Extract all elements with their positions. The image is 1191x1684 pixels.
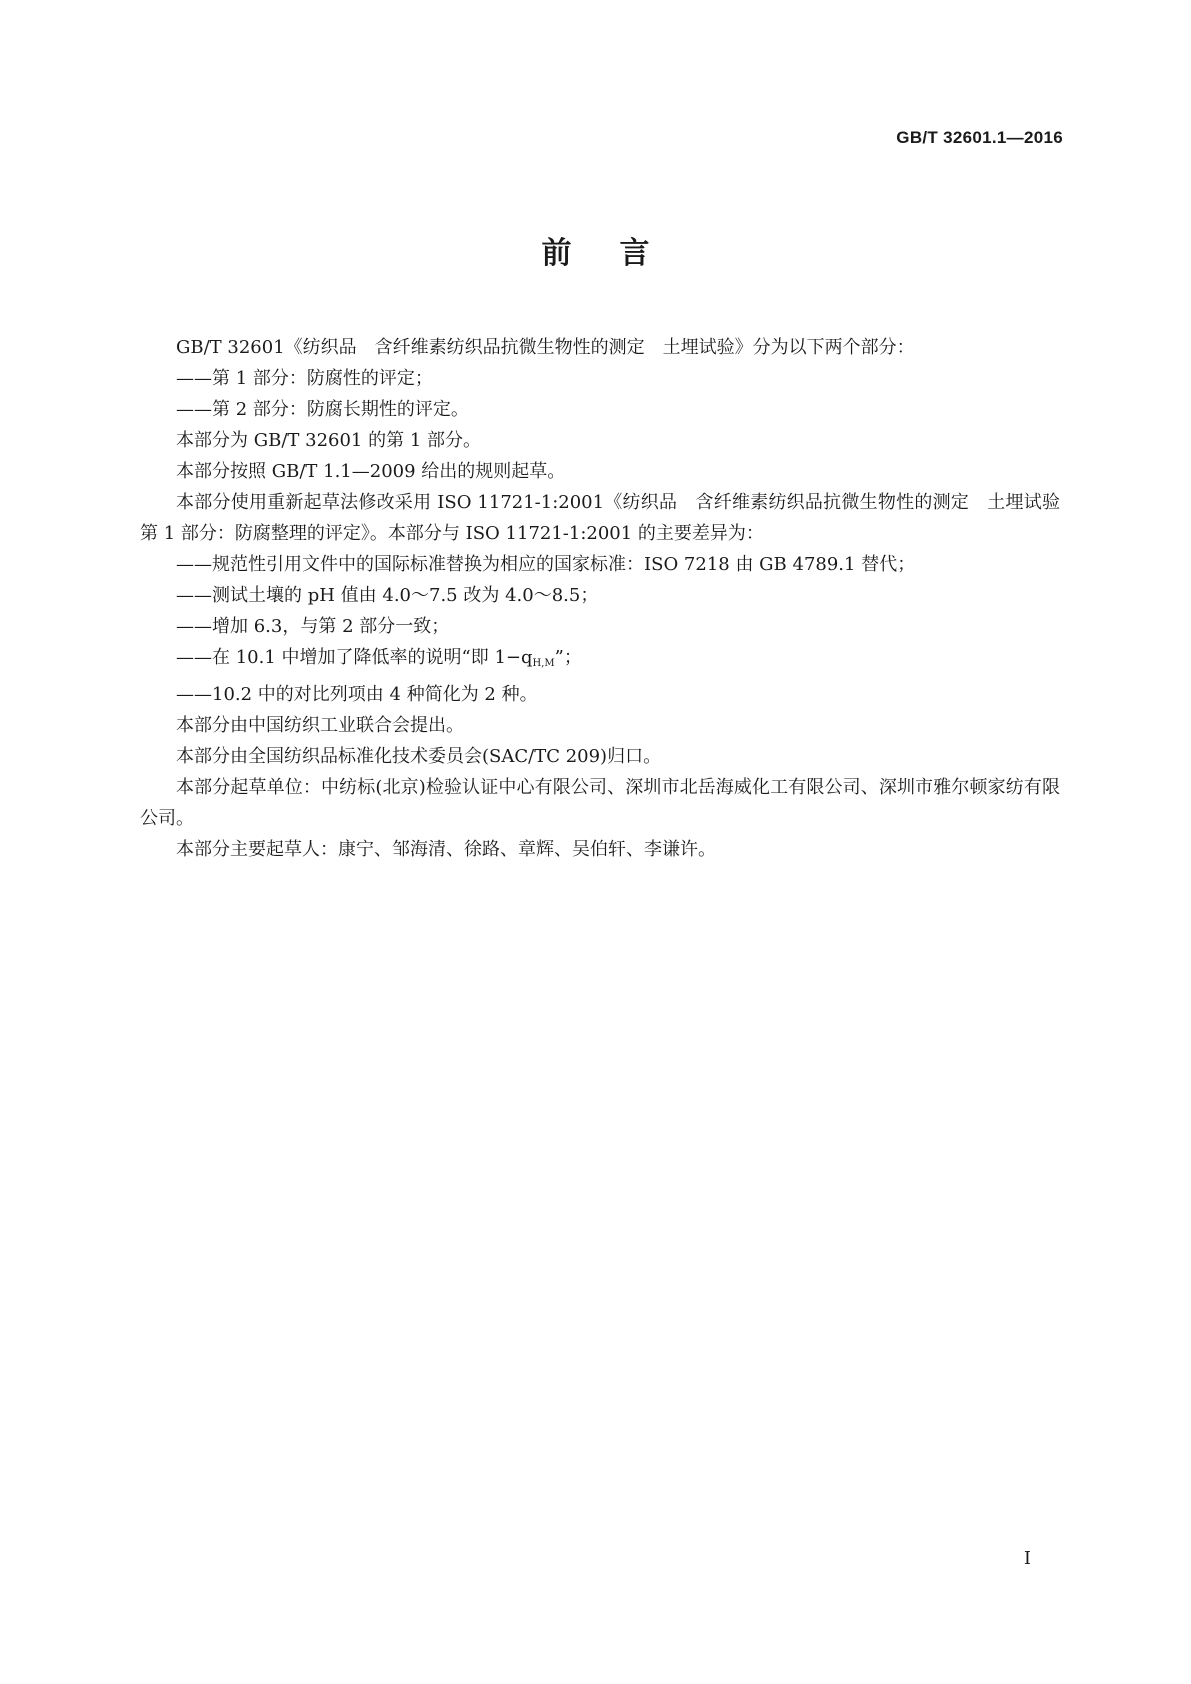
paragraph-centralized-by: 本部分由全国纺织品标准化技术委员会(SAC/TC 209)归口。 — [176, 746, 662, 767]
page-title: 前言 — [541, 236, 698, 271]
paragraph-drafting-units: 本部分起草单位：中纺标(北京)检验认证中心有限公司、深圳市北岳海威化工有限公司、深圳市雅尔顿家纺有限公司。 — [140, 777, 1060, 829]
paragraph-this-part: 本部分为 GB/T 32601 的第 1 部分。 — [176, 430, 481, 451]
paragraph-drafting-rules: 本部分按照 GB/T 1.1—2009 给出的规则起草。 — [176, 461, 566, 482]
page-number: I — [1023, 1548, 1031, 1569]
difference-4-text: ——在 10.1 中增加了降低率的说明“即 1−q — [176, 647, 533, 668]
standard-number: GB/T 32601.1—2016 — [896, 128, 1063, 147]
list-item-part-2: ——第 2 部分：防腐长期性的评定。 — [176, 399, 469, 420]
paragraph-drafters: 本部分主要起草人：康宁、邹海清、徐路、章辉、吴伯轩、李谦许。 — [176, 839, 716, 860]
list-item-difference-1: ——规范性引用文件中的国际标准替换为相应的国家标准：ISO 7218 由 GB 4789.1 替代； — [176, 554, 916, 575]
list-item-difference-2: ——测试土壤的 pH 值由 4.0～7.5 改为 4.0～8.5； — [176, 585, 599, 606]
list-item-difference-3: ——增加 6.3，与第 2 部分一致； — [176, 616, 450, 637]
paragraph-iso-adoption: 本部分使用重新起草法修改采用 ISO 11721-1:2001《纺织品 含纤维素纺织品抗微生物性的测定 土埋试验 第 1 部分：防腐整理的评定》。本部分与 ISO 11721-1:2001 的主要差异为： — [140, 492, 1078, 544]
paragraph-series-intro: GB/T 32601《纺织品 含纤维素纺织品抗微生物性的测定 土埋试验》分为以下两个部分： — [176, 337, 915, 358]
list-item-difference-5: ——10.2 中的对比列项由 4 种简化为 2 种。 — [176, 684, 538, 705]
document-body — [140, 332, 1078, 865]
paragraph-proposed-by: 本部分由中国纺织工业联合会提出。 — [176, 715, 464, 736]
difference-4-tail: ”； — [554, 647, 582, 668]
list-item-part-1: ——第 1 部分：防腐性的评定； — [176, 368, 433, 389]
list-item-difference-4 — [140, 642, 1060, 679]
difference-4-subscript: H,M — [532, 658, 555, 669]
